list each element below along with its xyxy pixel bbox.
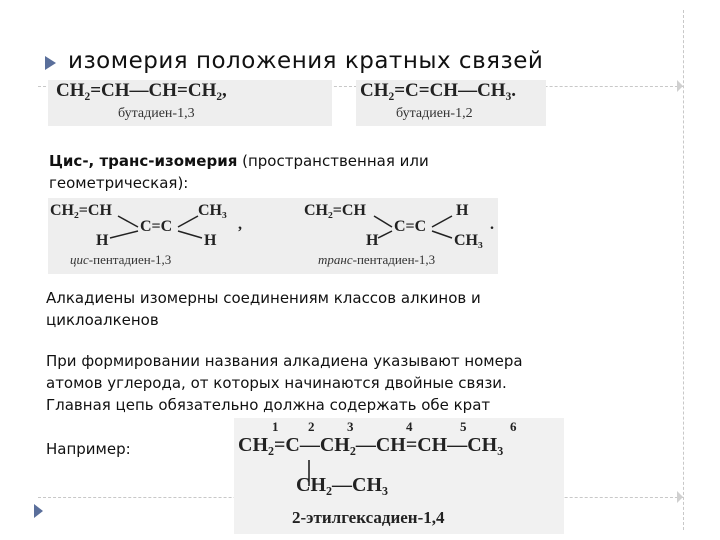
cis-left-top: CH₂=CH	[50, 202, 112, 219]
carbon-number: 2	[308, 419, 315, 434]
paragraph-example-label: Например:	[46, 440, 131, 458]
carbon-number: 6	[510, 419, 517, 434]
cis-comma: ,	[238, 216, 242, 233]
cis-bonds	[48, 198, 248, 258]
right-divider	[683, 10, 684, 530]
carbon-number: 3	[347, 419, 354, 434]
cis-center: C=C	[140, 218, 173, 235]
trans-name	[318, 252, 435, 268]
trans-dot: .	[490, 216, 494, 233]
example-main-chain: CH₂=C—CH₂—CH=CH—CH₃	[238, 434, 504, 456]
cis-name-rest: -пентадиен-1,3	[88, 252, 172, 267]
trans-right-bottom: CH₃	[454, 232, 483, 249]
cis-trans-image	[48, 198, 498, 274]
isomer-formula-1: CH₂=CH—CH=CH₂,	[56, 80, 227, 101]
cis-name-prefix: цис	[70, 252, 89, 267]
trans-bonds	[298, 198, 498, 258]
paragraph-naming-rule: При формировании названия алкадиена указывают номера атомов углерода, от которых начинаются двойные связи. Главная цепь обязательно должна содержать обе крат	[46, 352, 523, 414]
trans-left-bottom: H	[366, 232, 379, 249]
trans-name-prefix: транс	[318, 252, 353, 267]
paragraph-alkadiene-isomers: Алкадиены изомерны соединениям классов алкинов и циклоалкенов	[46, 289, 481, 329]
carbon-number: 1	[272, 419, 279, 434]
carbon-number: 5	[460, 419, 467, 434]
isomer-image-2	[356, 80, 546, 126]
example-structure-image	[234, 418, 564, 534]
divider-end-mark	[677, 80, 683, 92]
trans-left-top: CH₂=CH	[304, 202, 366, 219]
cis-trans-rest: (пространственная или геометрическая):	[49, 152, 429, 192]
carbon-number: 4	[406, 419, 413, 434]
cis-right-top: CH₃	[198, 202, 227, 219]
example-name: 2-этилгексадиен-1,4	[292, 508, 445, 527]
example-branch: CH₂—CH₃	[296, 474, 388, 496]
isomer-name-1: бутадиен-1,3	[118, 106, 195, 121]
isomer-image-1	[48, 80, 332, 126]
slide-heading: изомерия положения кратных связей	[68, 48, 544, 74]
cis-trans-bold: Цис-, транс-изомерия	[49, 152, 238, 170]
isomer-name-2: бутадиен-1,2	[396, 106, 473, 121]
trans-right-top: H	[456, 202, 469, 219]
next-slide-arrow-icon[interactable]	[34, 504, 43, 518]
trans-center: C=C	[394, 218, 427, 235]
cis-trans-text	[49, 150, 519, 194]
divider-end-mark	[677, 491, 683, 503]
trans-name-rest: -пентадиен-1,3	[352, 252, 436, 267]
cis-left-bottom: H	[96, 232, 109, 249]
bullet-icon	[45, 56, 56, 70]
isomer-formula-2: CH₂=C=CH—CH₃.	[360, 80, 517, 101]
cis-name	[70, 252, 171, 268]
cis-right-bottom: H	[204, 232, 217, 249]
